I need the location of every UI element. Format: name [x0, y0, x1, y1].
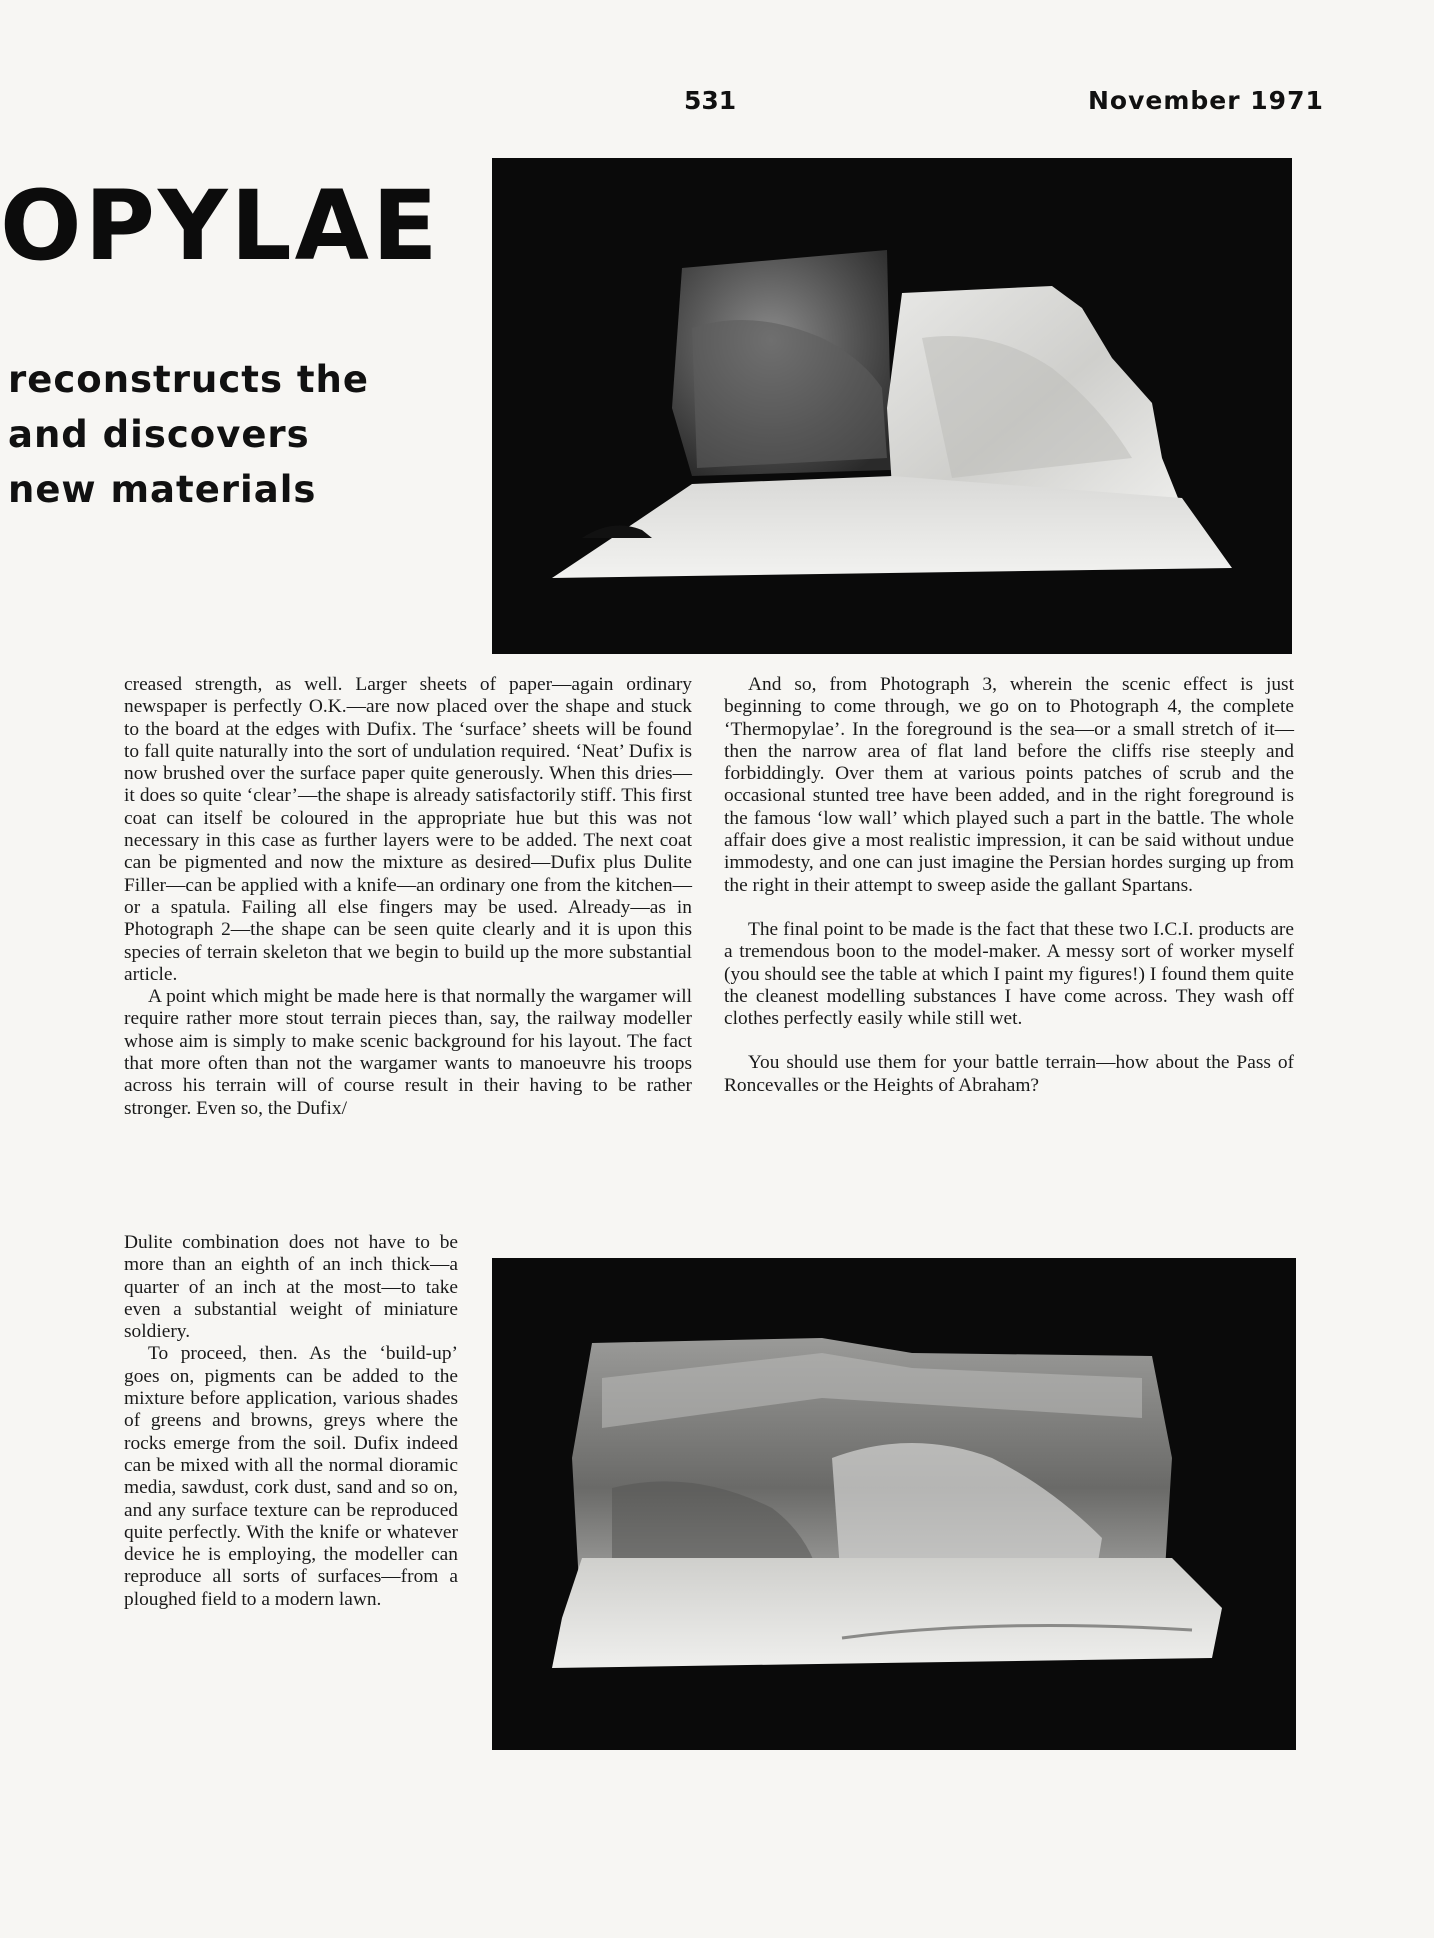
- issue-date: November 1971: [1088, 86, 1324, 115]
- body-paragraph: And so, from Photograph 3, wherein the scenic effect is just beginning to come through, we go on to Photograph 4, the complete ‘Thermopylae’. In the foreground is the sea—or a small stretch of it—then the narrow area of flat land before the cliffs rise steeply and forbiddingly. Over them at various points patches of scrub and the occasional stunted tree have been added, and in the right foreground is the famous ‘low wall’ which played such a part in the battle. The whole affair does give a most realistic impression, it can be said without undue immodesty, and one can just imagine the Persian hordes surging up from the right in their attempt to sweep aside the gallant Spartans.: [724, 674, 1294, 896]
- body-paragraph: The final point to be made is the fact that these two I.C.I. products are a tremendous boon to the model-maker. A messy sort of worker myself (you should see the table at which I paint my figures!) I found them quite the cleanest modelling substances I have come across. They wash off clothes perfectly easily while still wet.: [724, 918, 1294, 1030]
- body-column-narrow: [124, 1232, 458, 1611]
- body-paragraph: You should use them for your battle terrain—how about the Pass of Roncevalles or the Heights of Abraham?: [724, 1052, 1294, 1096]
- body-column-right: [724, 674, 1294, 1097]
- subhead-line: reconstructs the: [8, 358, 369, 401]
- body-paragraph: creased strength, as well. Larger sheets of paper—again ordinary newspaper is perfectly O.K.—are now placed over the shape and stuck to the board at the edges with Dufix. The ‘surface’ sheets will be found to fall quite naturally into the sort of undulation required. ‘Neat’ Dufix is now brushed over the surface paper quite generously. When this dries—it does so quite ‘clear’—the shape is already satisfactorily stiff. This first coat can itself be coloured in the appropriate hue but this was not necessary in this case as further layers were to be added. The next coat can be pigmented and now the mixture as desired—Dufix plus Dulite Filler—can be applied with a knife—an ordinary one from the kitchen—or a spatula. Failing all else fingers may be used. Already—as in Photograph 2—the shape can be seen quite clearly and it is upon this species of terrain skeleton that we begin to build up the more substantial article.: [124, 674, 692, 985]
- page-number: 531: [684, 86, 737, 115]
- body-paragraph: Dulite combination does not have to be more than an eighth of an inch thick—a quarter of an inch at the most—to take even a substantial weight of miniature soldiery.: [124, 1232, 458, 1343]
- body-column-left: [124, 674, 692, 1120]
- article-subhead: [8, 352, 369, 517]
- article-headline: OPYLAE: [0, 170, 441, 282]
- subhead-line: and discovers: [8, 413, 310, 456]
- body-paragraph: A point which might be made here is that normally the wargamer will require rather more stout terrain pieces than, say, the railway modeller whose aim is simply to make scenic background for his layout. The fact that more often than not the wargamer wants to manoeuvre his troops across his terrain will of course result in their having to be rather stronger. Even so, the Dufix/: [124, 986, 692, 1119]
- photograph-terrain-skeleton: [492, 158, 1292, 654]
- photograph-complete-thermopylae: [492, 1258, 1296, 1750]
- subhead-line: new materials: [8, 468, 317, 511]
- body-paragraph: To proceed, then. As the ‘build-up’ goes on, pigments can be added to the mixture before application, various shades of greens and browns, greys where the rocks emerge from the soil. Dufix indeed can be mixed with all the normal dioramic media, sawdust, cork dust, sand and so on, and any surface texture can be reproduced quite perfectly. With the knife or whatever device he is employing, the modeller can reproduce all sorts of surfaces—from a ploughed field to a modern lawn.: [124, 1343, 458, 1610]
- photograph-terrain-skeleton-image: [492, 158, 1292, 654]
- photograph-complete-thermopylae-image: [492, 1258, 1296, 1750]
